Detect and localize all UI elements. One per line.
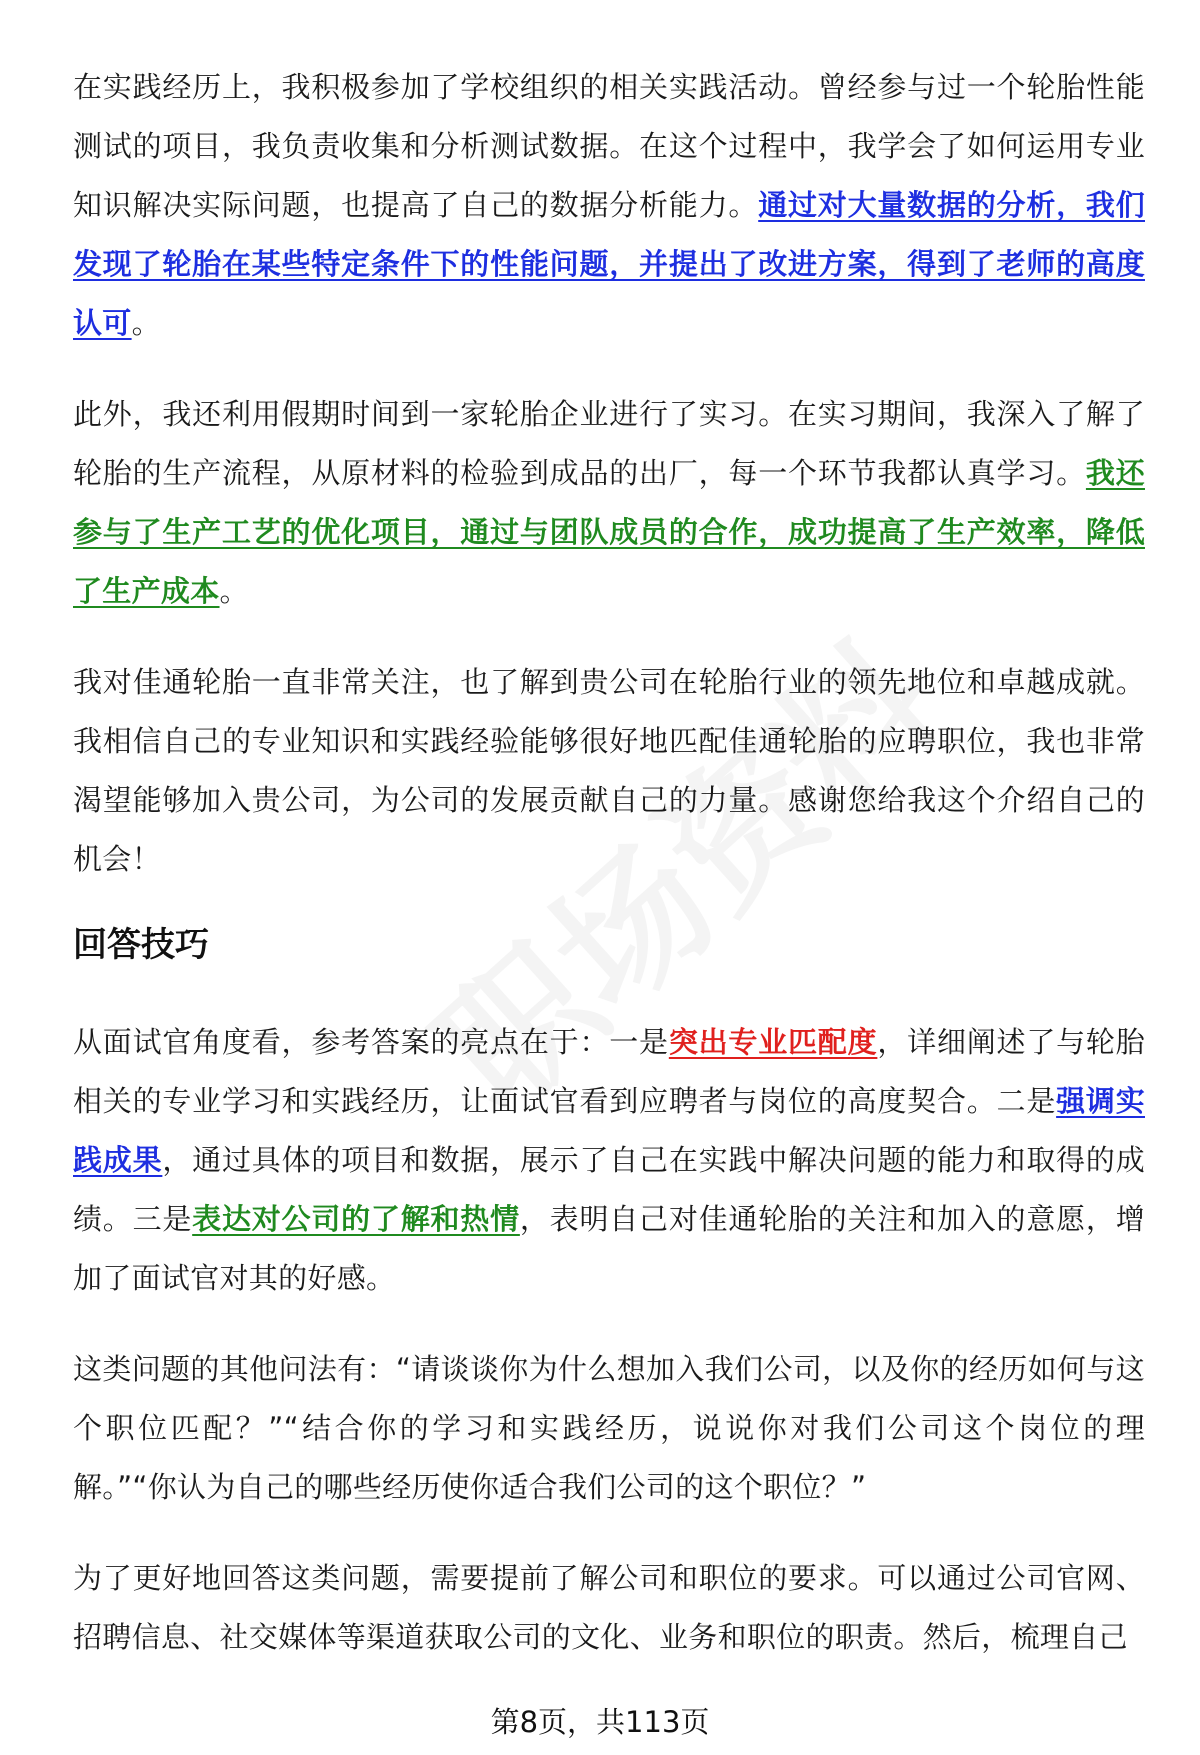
tips-paragraph [73,1340,1145,1517]
body-text: 我对佳通轮胎一直非常关注，也了解到贵公司在轮胎行业的领先地位和卓越成就。我相信自己的专业知识和实践经验能够很好地匹配佳通轮胎的应聘职位，我也非常渴望能够加入贵公司，为公司的发展贡献自己的力量。感谢您给我这个介绍自己的机会！ [73,665,1145,876]
body-text: 。 [219,574,249,608]
body-text: ，详细阐述了与轮胎相关的专业学习和实践经历，让面试官看到应聘者与岗位的高度契合。二是 [73,1025,1146,1118]
answer-paragraph [73,653,1145,889]
document-page [73,58,1145,1699]
tips-section [73,1013,1145,1667]
body-text: 在实践经历上，我积极参加了学校组织的相关实践活动。曾经参与过一个轮胎性能测试的项目，我负责收集和分析测试数据。在这个过程中，我学会了如何运用专业知识解决实际问题，也提高了自己的数据分析能力。 [73,70,1145,222]
highlighted-text: 突出专业匹配度 [668,1025,878,1059]
highlighted-text: 表达对公司的了解和热情 [192,1202,520,1236]
answer-paragraph [73,58,1145,353]
body-text: 此外，我还利用假期时间到一家轮胎企业进行了实习。在实习期间，我深入了解了轮胎的生产流程，从原材料的检验到成品的出厂，每一个环节我都认真学习。 [73,397,1145,490]
body-text: 这类问题的其他问法有：“请谈谈你为什么想加入我们公司，以及你的经历如何与这个职位匹配？”“结合你的学习和实践经历，说说你对我们公司这个岗位的理解。”“你认为自己的哪些经历使你适合我们公司的这个职位？” [73,1352,1145,1504]
tips-paragraph [73,1549,1145,1667]
answer-paragraph [73,385,1145,621]
highlighted-text: 通过对大量数据的分析，我们发现了轮胎在某些特定条件下的性能问题，并提出了改进方案，得到了老师的高度认可 [73,188,1145,340]
body-text: 为了更好地回答这类问题，需要提前了解公司和职位的要求。可以通过公司官网、招聘信息、社交媒体等渠道获取公司的文化、业务和职位的职责。然后，梳理自己 [73,1561,1145,1654]
body-text: 。 [131,306,161,340]
body-text: 从面试官角度看，参考答案的亮点在于：一是 [73,1025,669,1059]
page-footer: 第8页，共113页 [490,1705,710,1739]
body-text: ，通过具体的项目和数据，展示了自己在实践中解决问题的能力和取得的成绩。三是 [73,1143,1145,1236]
answer-section [73,58,1145,889]
highlighted-text: 强调实践成果 [73,1084,1145,1177]
body-text: ，表明自己对佳通轮胎的关注和加入的意愿，增加了面试官对其的好感。 [73,1202,1145,1295]
highlighted-text: 我还参与了生产工艺的优化项目，通过与团队成员的合作，成功提高了生产效率，降低了生产成本 [73,456,1145,608]
section-title: 回答技巧 [73,925,209,965]
tips-paragraph [73,1013,1145,1308]
